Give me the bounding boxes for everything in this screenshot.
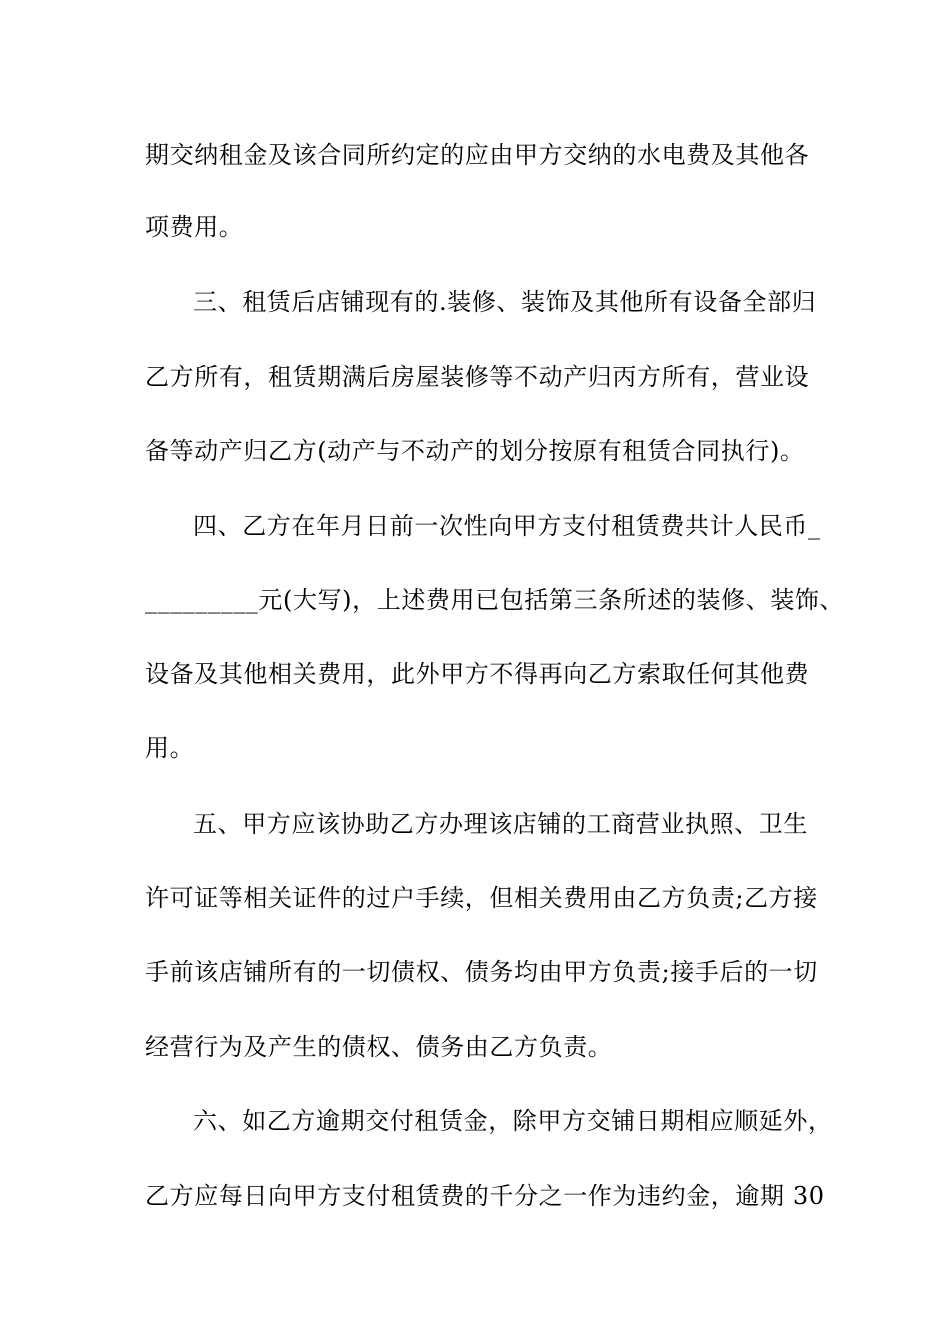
text-line: 乙方所有，租赁期满后房屋装修等不动产归丙方所有，营业设 [145, 363, 810, 391]
text-line: 项费用。 [145, 213, 244, 241]
text-line: 许可证等相关证件的过户手续，但相关费用由乙方负责;乙方接 [145, 884, 818, 912]
paragraph-5-start: 五、甲方应该协助乙方办理该店铺的工商营业执照、卫生 [193, 810, 808, 838]
text-line: 手前该店铺所有的一切债权、债务均由甲方负责;接手后的一切 [145, 958, 818, 986]
text-line: 经营行为及产生的债权、债务由乙方负责。 [145, 1033, 613, 1061]
text-line: 备等动产归乙方(动产与不动产的划分按原有租赁合同执行)。 [145, 437, 805, 465]
text-line: 期交纳租金及该合同所约定的应由甲方交纳的水电费及其他各 [145, 141, 810, 169]
text-line: _________元(大写)，上述费用已包括第三条所述的装修、装饰、 [145, 586, 845, 614]
paragraph-6-start: 六、如乙方逾期交付租赁金，除甲方交铺日期相应顺延外， [193, 1107, 833, 1135]
text-line: 乙方应每日向甲方支付租赁费的千分之一作为违约金，逾期 30 [145, 1182, 825, 1210]
text-line: 设备及其他相关费用，此外甲方不得再向乙方索取任何其他费 [145, 660, 810, 688]
paragraph-3-start: 三、租赁后店铺现有的.装修、装饰及其他所有设备全部归 [193, 288, 817, 316]
paragraph-4-start: 四、乙方在年月日前一次性向甲方支付租赁费共计人民币_ [193, 512, 821, 540]
text-line: 用。 [145, 734, 195, 762]
